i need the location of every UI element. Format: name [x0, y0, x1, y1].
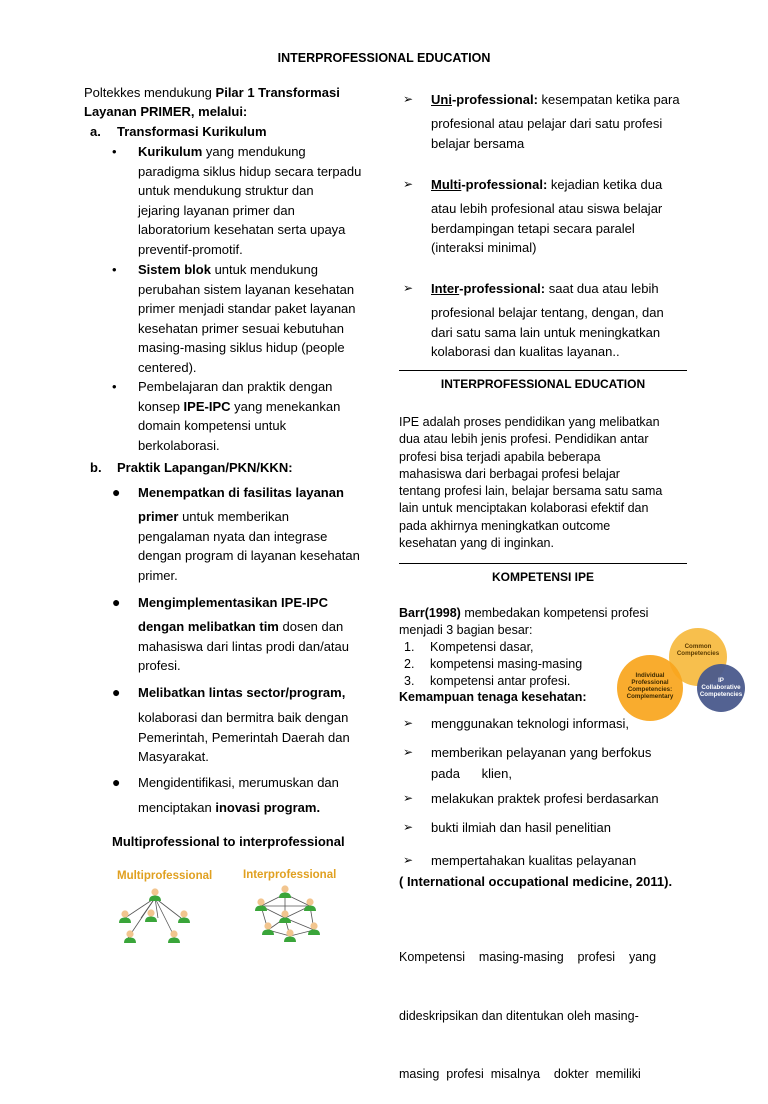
dot-icon: ●	[112, 684, 121, 700]
person-icon	[279, 910, 291, 923]
ipe-ipc-item	[138, 377, 378, 455]
ipe-line: pada akhirnya meningkatkan outcome	[399, 518, 611, 533]
practice-item-3	[138, 708, 378, 767]
arrow-icon: ➢	[403, 853, 414, 867]
kemampuan-item: bukti ilmiah dan hasil penelitian	[431, 820, 611, 835]
kurikulum-line: jejaring layanan primer dan	[138, 202, 295, 218]
venn-label: Competencies	[699, 691, 743, 698]
uni-bold: -professional:	[451, 92, 538, 107]
kemampuan-item: pada klien,	[431, 766, 512, 781]
person-icon	[284, 929, 296, 942]
uni-text: kesempatan ketika para	[537, 92, 680, 107]
inter-text: dari satu sama lain untuk meningkatkan	[431, 324, 661, 340]
ipe-line: mahasiswa dari berbagai profesi belajar	[399, 466, 620, 481]
kemampuan-item: memberikan pelayanan yang berfokus	[431, 745, 652, 760]
inter-body	[431, 303, 687, 362]
person-icon	[145, 909, 157, 922]
dot-icon: ●	[112, 774, 121, 790]
sistem-blok-line: kesehatan primer sesuai kebutuhan	[138, 320, 344, 336]
practice-item-2	[138, 617, 378, 676]
ipe-heading: INTERPROFESSIONAL EDUCATION	[440, 377, 646, 391]
uni-line-2: profesional atau pelajar dari satu profesi	[431, 116, 663, 131]
ipe-line: kesehatan yang di inginkan.	[399, 536, 554, 551]
bullet-icon: •	[112, 144, 117, 159]
practice-line: untuk memberikan	[178, 509, 290, 524]
practice-line: menciptakan	[138, 799, 216, 815]
practice-bold: primer	[138, 509, 179, 524]
kurikulum-line: untuk mendukung struktur dan	[138, 183, 314, 198]
practice-line: Melibatkan lintas sector/program,	[138, 685, 346, 700]
list-marker-b: b.	[90, 460, 102, 475]
kemampuan-heading: Kemampuan tenaga kesehatan:	[399, 690, 587, 704]
uni-line-3: belajar bersama	[431, 136, 525, 151]
practice-bold: inovasi program.	[215, 799, 321, 815]
venn-label: Professional	[631, 679, 669, 686]
last-line: dideskripsikan dan ditentukan oleh masing-	[399, 1008, 639, 1023]
arrow-icon: ➢	[403, 745, 414, 759]
ipe-paragraph	[399, 414, 687, 552]
ipe-ipc-bold: IPE-IPC	[183, 398, 231, 414]
inter-bold: -professional:	[459, 281, 546, 296]
venn-label: Common	[684, 643, 712, 650]
ipe-ipc-line: domain kompetensi untuk	[138, 418, 287, 433]
ipe-line: tentang profesi lain, belajar bersama satu sama	[399, 484, 663, 499]
number-marker: 3.	[404, 674, 415, 688]
practice-line: Pemerintah, Pemerintah Daerah dan	[138, 729, 350, 745]
person-icon	[119, 910, 131, 923]
venn-label: Complementary	[626, 693, 674, 700]
person-icon	[279, 885, 291, 898]
sistem-blok-line: primer menjadi standar paket layanan	[138, 301, 356, 316]
person-icon	[262, 922, 274, 935]
venn-label: Individual	[635, 672, 665, 679]
inter-underlined: Inter	[431, 281, 460, 296]
kemampuan-item: mempertahakan kualitas pelayanan	[431, 853, 637, 868]
arrow-icon: ➢	[403, 820, 414, 834]
kompetensi-heading: KOMPETENSI IPE	[491, 570, 595, 584]
uni-underlined: Uni	[431, 92, 452, 107]
ipe-line: IPE adalah proses pendidikan yang melibatkan	[399, 415, 660, 429]
arrow-icon: ➢	[403, 791, 414, 805]
section-a-title: Transformasi Kurikulum	[117, 124, 267, 139]
venn-label: Competencies	[676, 650, 720, 657]
kurikulum-item	[138, 142, 378, 259]
venn-label: Collaborative	[701, 684, 741, 691]
practice-item-4	[138, 773, 378, 817]
arrow-icon: ➢	[403, 92, 414, 106]
practice-line: dosen dan	[278, 619, 344, 634]
list-item: kompetensi masing-masing	[430, 657, 583, 671]
intro-line-2: Layanan PRIMER, melalui:	[84, 104, 248, 119]
venn-label: IP	[718, 677, 724, 684]
ipe-ipc-line: berkolaborasi.	[138, 437, 220, 453]
intro-text: Poltekkes mendukung	[84, 85, 216, 100]
number-marker: 2.	[404, 657, 415, 671]
person-icon	[304, 898, 316, 911]
practice-line: Mengidentifikasi, merumuskan dan	[138, 775, 339, 790]
inter-text: profesional belajar tentang, dengan, dan	[431, 305, 664, 320]
number-marker: 1.	[404, 640, 415, 654]
multi-line-1	[431, 175, 687, 195]
ipe-ipc-line: Pembelajaran dan praktik dengan	[138, 379, 333, 394]
inter-line-1	[431, 279, 687, 299]
person-icon	[124, 930, 136, 943]
practice-line: mahasiswa dari lintas prodi dan/atau	[138, 638, 350, 654]
barr-text: menjadi 3 bagian besar:	[399, 623, 533, 637]
practice-line: kolaborasi dan bermitra baik dengan	[138, 710, 349, 725]
intro-bold: Pilar 1 Transformasi	[215, 85, 340, 100]
arrow-icon: ➢	[403, 281, 414, 295]
multi-text: atau lebih profesional atau siswa belajar	[431, 201, 663, 216]
barr-text: membedakan kompetensi profesi	[460, 606, 649, 620]
multiprofessional-label: Multiprofessional	[117, 870, 213, 882]
divider	[399, 370, 687, 371]
practice-line: dengan program di layanan kesehatan	[138, 548, 360, 563]
ipe-line: dua atau lebih jenis profesi. Pendidikan antar	[399, 432, 649, 447]
person-icon	[168, 930, 180, 943]
divider	[399, 563, 687, 564]
multi-bold: -professional:	[461, 177, 548, 192]
kurikulum-line: paradigma siklus hidup secara terpadu	[138, 163, 362, 179]
ipe-ipc-line: yang menekankan	[230, 398, 341, 414]
last-paragraph	[399, 909, 687, 1104]
list-item: kompetensi antar profesi.	[430, 674, 571, 688]
multi-to-inter-heading: Multiprofessional to interprofessional	[112, 834, 345, 849]
kurikulum-bold: Kurikulum	[138, 144, 203, 159]
inter-text: kolaborasi dan kualitas layanan..	[431, 344, 620, 359]
practice-line: profesi.	[138, 658, 181, 673]
practice-line: Mengimplementasikan IPE-IPC	[138, 595, 328, 610]
dot-icon: ●	[112, 484, 121, 500]
practice-line: primer.	[138, 567, 178, 583]
dot-icon: ●	[112, 594, 121, 610]
sistem-blok-line: untuk mendukung	[210, 262, 318, 277]
sistem-blok-line: masing-masing siklus hidup (people	[138, 340, 345, 355]
source-citation: ( International occupational medicine, 2011).	[399, 874, 673, 889]
multi-underlined: Multi	[431, 177, 462, 192]
person-icon	[308, 922, 320, 935]
page-title: INTERPROFESSIONAL EDUCATION	[277, 51, 491, 65]
ipe-line: lain untuk menciptakan kolaborasi efektif dan	[399, 501, 649, 516]
bullet-icon: •	[112, 262, 117, 277]
venn-label: Competencies:	[627, 686, 673, 693]
practice-line: Menempatkan di fasilitas layanan	[138, 485, 344, 500]
kurikulum-line: laboratorium kesehatan serta upaya	[138, 222, 346, 237]
barr-bold: Barr(1998)	[399, 606, 461, 620]
last-line: masing profesi misalnya dokter memiliki	[399, 1067, 641, 1081]
interprofessional-label: Interprofessional	[243, 869, 337, 881]
sistem-blok-line: perubahan sistem layanan kesehatan	[138, 281, 355, 297]
sistem-blok-line: centered).	[138, 359, 197, 375]
practice-line: Masyarakat.	[138, 749, 209, 764]
section-b-title: Praktik Lapangan/PKN/KKN:	[117, 460, 293, 475]
ipe-ipc-line: konsep	[138, 398, 184, 414]
practice-line: pengalaman nyata dan integrase	[138, 528, 328, 544]
last-line: Kompetensi masing-masing profesi yang	[399, 950, 657, 964]
multi-text: (interaksi minimal)	[431, 240, 537, 255]
multi-body	[431, 199, 687, 258]
multi-inter-diagram	[108, 862, 360, 952]
bullet-icon: •	[112, 379, 117, 394]
intro-line-1	[84, 83, 374, 103]
kemampuan-item: menggunakan teknologi informasi,	[431, 716, 630, 731]
arrow-icon: ➢	[403, 177, 414, 191]
kurikulum-line: preventif-promotif.	[138, 241, 243, 257]
numbered-list	[404, 639, 582, 690]
multi-text: kejadian ketika dua	[547, 177, 663, 192]
practice-bold: dengan melibatkan tim	[138, 619, 279, 634]
competency-venn-diagram	[612, 626, 748, 722]
uni-line-1	[431, 90, 687, 110]
multi-text: berdampingan tetapi secara paralel	[431, 220, 635, 236]
kemampuan-item: melakukan praktek profesi berdasarkan	[431, 791, 659, 806]
list-marker-a: a.	[90, 124, 101, 139]
arrow-icon: ➢	[403, 716, 414, 730]
list-item: Kompetensi dasar,	[430, 640, 534, 654]
kurikulum-line: yang mendukung	[202, 144, 306, 159]
person-icon	[255, 898, 267, 911]
practice-item-1	[138, 507, 378, 585]
sistem-blok-bold: Sistem blok	[138, 262, 211, 277]
sistem-blok-item	[138, 260, 378, 377]
inter-text: saat dua atau lebih	[545, 281, 659, 296]
ipe-line: profesi bisa terjadi apabila beberapa	[399, 449, 601, 464]
person-icon	[149, 888, 161, 901]
